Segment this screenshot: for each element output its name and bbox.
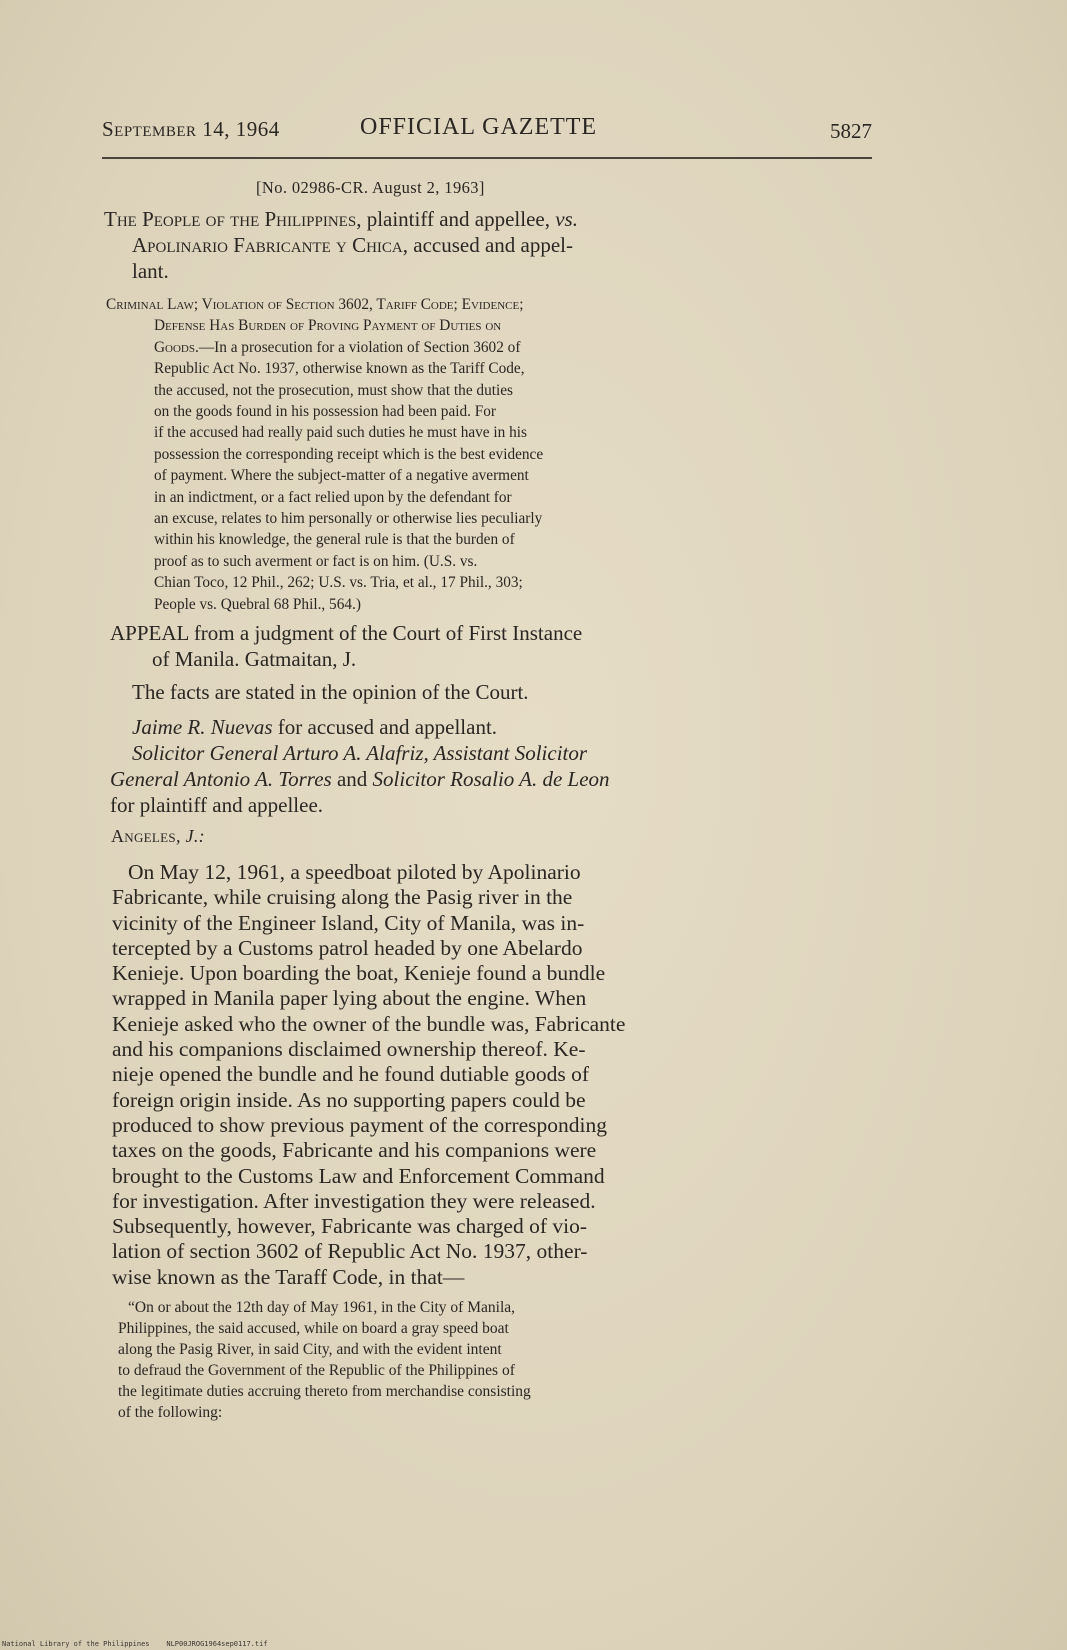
quote-line: along the Pasig River, in said City, and with the evident intent (118, 1341, 502, 1358)
sg-counsel-line-2: General Antonio A. Torres and Solicitor Rosalio A. de Leon (110, 767, 610, 791)
syllabus-line: if the accused had really paid such duties he must have in his (154, 424, 527, 442)
library-credit: National Library of the Philippines (2, 1640, 150, 1648)
opinion-line: and his companions disclaimed ownership thereof. Ke- (112, 1037, 586, 1062)
scan-footer (2, 1640, 268, 1648)
syllabus (106, 294, 726, 615)
syllabus-line: People vs. Quebral 68 Phil., 564.) (154, 595, 361, 613)
scan-filename: NLP00JROG1964sep0117.tif (166, 1640, 268, 1648)
opinion-line: brought to the Customs Law and Enforcement Command (112, 1163, 605, 1188)
parties-line-3: lant. (132, 259, 169, 283)
syllabus-line: Chian Toco, 12 Phil., 262; U.S. vs. Tria, et al., 17 Phil., 303; (154, 574, 523, 592)
ponente: Angeles, J.: (111, 826, 205, 846)
syllabus-line: proof as to such averment or fact is on him. (U.S. vs. (154, 552, 478, 570)
header-rule (102, 157, 872, 159)
opinion-line: On May 12, 1961, a speedboat piloted by Apolinario (128, 860, 581, 884)
opinion-line: foreign origin inside. As no supporting papers could be (112, 1087, 586, 1112)
parties-line-2 (104, 232, 729, 258)
running-header (102, 114, 872, 149)
opinion-line: nieje opened the bundle and he found dutiable goods of (112, 1062, 590, 1087)
appeal-line-2: of Manila. Gatmaitan, J. (152, 647, 357, 671)
opinion-line: lation of section 3602 of Republic Act No. 1937, other- (112, 1239, 588, 1264)
appeal-line-1: APPEAL from a judgment of the Court of First Instance (110, 621, 583, 645)
quote-line: of the following: (118, 1404, 223, 1421)
sg-counsel-line-3: for plaintiff and appellee. (110, 793, 324, 817)
syllabus-line: the accused, not the prosecution, must show that the duties (154, 381, 513, 399)
syllabus-line: of payment. Where the subject-matter of a negative averment (154, 467, 529, 485)
appeal-statement (110, 620, 730, 672)
opinion-line: produced to show previous payment of the corresponding (112, 1112, 607, 1137)
plaintiff-role: , plaintiff and appellee, (356, 207, 556, 231)
syllabus-headnote-2: Defense Has Burden of Proving Payment of Duties on (154, 317, 502, 335)
opinion-line: Subsequently, however, Fabricante was charged of vio- (112, 1214, 587, 1239)
syllabus-line: within his knowledge, the general rule is that the burden of (154, 531, 515, 549)
sg-counsel-line-1: Solicitor General Arturo A. Alafriz, Assistant Solicitor (132, 741, 588, 765)
opinion-line: Fabricante, while cruising along the Pasig river in the (112, 885, 573, 910)
opinion-text (112, 860, 726, 1290)
page-number: 5827 (830, 119, 872, 143)
syllabus-line: Goods.—In a prosecution for a violation of Section 3602 of (154, 338, 521, 356)
facts-note: The facts are stated in the opinion of the Court. (132, 680, 529, 704)
quote-line: Philippines, the said accused, while on board a gray speed boat (118, 1320, 509, 1337)
information-quote (118, 1297, 730, 1423)
counsel-block (110, 714, 730, 818)
opinion-line: tercepted by a Customs patrol headed by one Abelardo (112, 935, 583, 960)
quote-line: “On or about the 12th day of May 1961, in the City of Manila, (128, 1299, 516, 1316)
opinion-line: wrapped in Manila paper lying about the engine. When (112, 986, 587, 1011)
versus: vs. (555, 207, 578, 231)
issue-date: September 14, 1964 (102, 117, 280, 141)
case-parties (104, 206, 729, 284)
syllabus-line: an excuse, relates to him personally or otherwise lies peculiarly (154, 510, 543, 528)
accused-name: Apolinario Fabricante y Chica (132, 233, 403, 257)
case-number: [No. 02986-CR. August 2, 1963] (256, 178, 485, 197)
opinion-line: for investigation. After investigation they were released. (112, 1188, 596, 1213)
syllabus-line: Republic Act No. 1937, otherwise known as the Tariff Code, (154, 360, 525, 378)
syllabus-headnote-1: Criminal Law; Violation of Section 3602, Tariff Code; Evidence; (106, 296, 524, 313)
quote-line: to defraud the Government of the Republic of the Philippines of (118, 1362, 515, 1379)
publication-title: OFFICIAL GAZETTE (360, 114, 598, 140)
opinion-line: Kenieje. Upon boarding the boat, Kenieje found a bundle (112, 961, 606, 986)
syllabus-line: possession the corresponding receipt which is the best evidence (154, 445, 544, 463)
accused-counsel: Jaime R. Nuevas for accused and appellant. (132, 715, 498, 739)
quote-line: the legitimate duties accruing thereto from merchandise consisting (118, 1383, 531, 1400)
parties-line-1 (104, 206, 729, 232)
accused-role: , accused and appel- (402, 233, 574, 257)
opinion-line: wise known as the Taraff Code, in that— (112, 1264, 465, 1289)
syllabus-line: on the goods found in his possession had been paid. For (154, 403, 497, 421)
plaintiff-name: The People of the Philippines (104, 207, 357, 231)
opinion-line: taxes on the goods, Fabricante and his companions were (112, 1138, 597, 1163)
opinion-line: Kenieje asked who the owner of the bundle was, Fabricante (112, 1011, 626, 1036)
opinion-line: vicinity of the Engineer Island, City of Manila, was in- (112, 910, 585, 935)
syllabus-line: in an indictment, or a fact relied upon by the defendant for (154, 488, 512, 506)
